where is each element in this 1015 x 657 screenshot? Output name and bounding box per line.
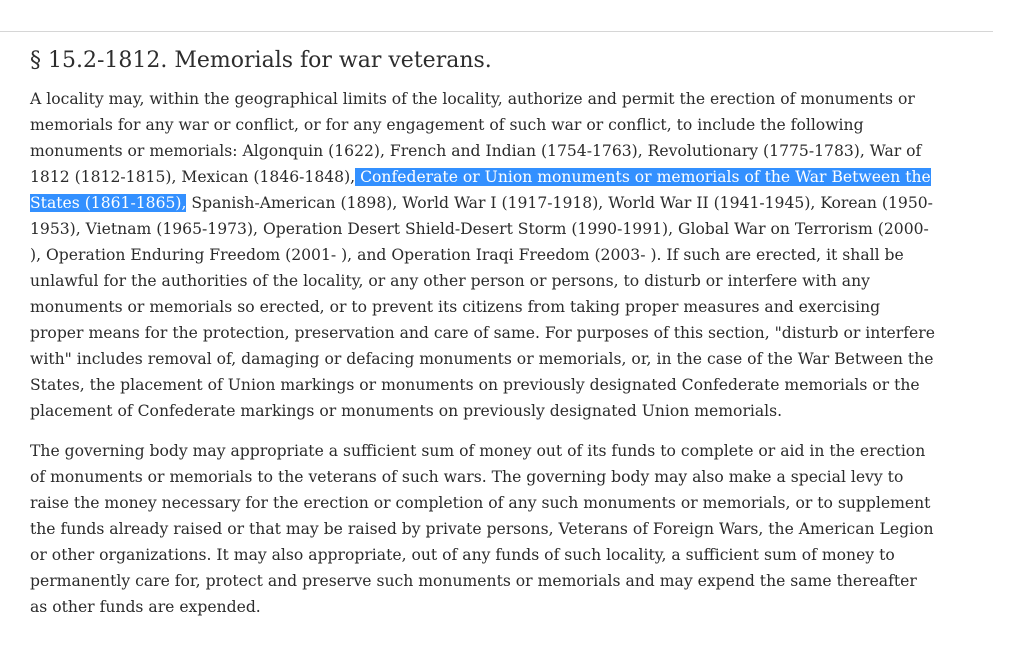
top-divider bbox=[0, 31, 993, 32]
paragraph-1-text-before-selection: A locality may, within the geographical limits of the locality, authorize and permit the erection of monuments or memorials for any war or conflict, or for any engagement of such war or conflict, to include the following monuments or memorials: Algonquin (1622), French and Indian (1754-1763), Revolutionary (1775-1783), War of 1812 (1812-1815), Mexican (1846-1848), bbox=[30, 90, 922, 186]
selected-text-highlight[interactable]: Confederate or Union monuments or memorials of the War Between the States (1861-1865), bbox=[30, 168, 931, 212]
paragraph-1-text-after-selection: Spanish-American (1898), World War I (1917-1918), World War II (1941-1945), Korean (1950-1953), Vietnam (1965-1973), Operation Desert Shield-Desert Storm (1990-1991), Global War on Terrorism (2000- ), Operation Enduring Freedom (2001- ), and Operation Iraqi Freedom (2003- ). If such are erected, it shall be unlawful for the authorities of the locality, or any other person or persons, to disturb or interfere with any monuments or memorials so erected, or to prevent its citizens from taking proper measures and exercising proper means for the protection, preservation and care of same. For purposes of this section, "disturb or interfere with" includes removal of, damaging or defacing monuments or memorials, or, in the case of the War Between the States, the placement of Union markings or monuments on previously designated Confederate memorials or the placement of Confederate markings or monuments on previously designated Union memorials. bbox=[30, 194, 935, 420]
statute-section bbox=[30, 44, 935, 634]
statute-paragraph-1[interactable] bbox=[30, 86, 935, 424]
statute-paragraph-2[interactable]: The governing body may appropriate a sufficient sum of money out of its funds to complete or aid in the erection of monuments or memorials to the veterans of such wars. The governing body may also make a special levy to raise the money necessary for the erection or completion of any such monuments or memorials, or to supplement the funds already raised or that may be raised by private persons, Veterans of Foreign Wars, the American Legion or other organizations. It may also appropriate, out of any funds of such locality, a sufficient sum of money to permanently care for, protect and preserve such monuments or memorials and may expend the same thereafter as other funds are expended. bbox=[30, 442, 934, 616]
section-title: § 15.2-1812. Memorials for war veterans. bbox=[30, 48, 492, 73]
